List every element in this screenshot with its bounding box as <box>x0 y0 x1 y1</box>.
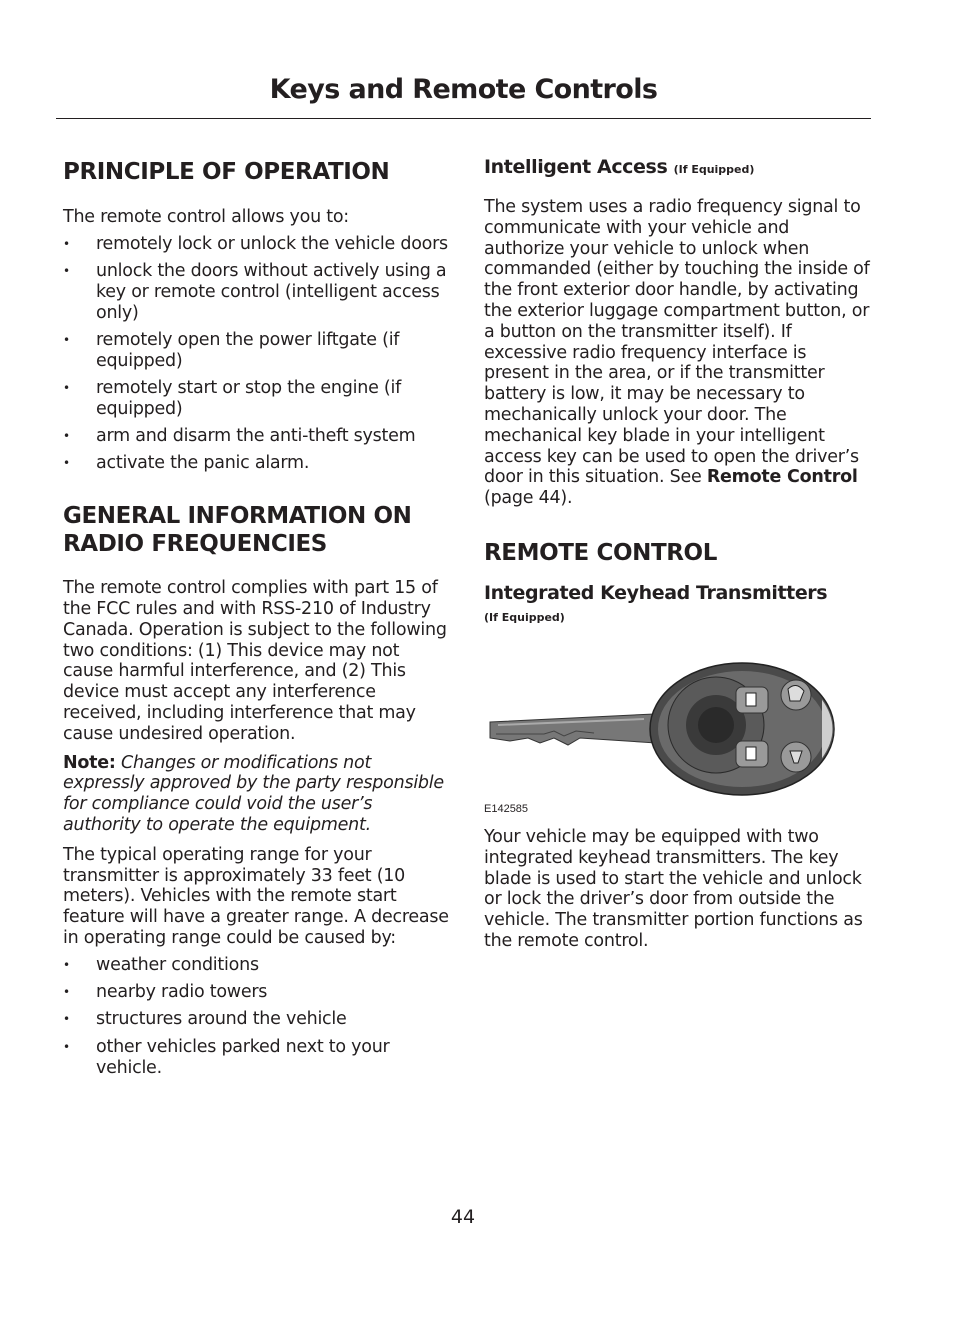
list-item: • remotely open the power liftgate (if equipped) <box>63 330 451 372</box>
if-equipped-note: (If Equipped) <box>673 163 755 176</box>
list-item: • unlock the doors without actively using a key or remote control (intelligent access only) <box>63 261 451 323</box>
principle-bullet-list <box>63 234 451 474</box>
page-number: 44 <box>450 1206 476 1228</box>
remote-control-link[interactable]: Remote Control <box>706 467 858 488</box>
intelligent-access-body <box>484 197 872 509</box>
right-column <box>484 155 872 952</box>
page-header <box>56 70 871 119</box>
page-reference: (page 44). <box>484 488 573 509</box>
list-item: • activate the panic alarm. <box>63 453 451 474</box>
list-item: • arm and disarm the anti-theft system <box>63 426 451 447</box>
list-item: • remotely lock or unlock the vehicle doors <box>63 234 451 255</box>
keyhead-if-equipped: (If Equipped) <box>484 610 565 624</box>
general-heading: GENERAL INFORMATION ON RADIO FREQUENCIES <box>63 503 412 558</box>
keyhead-subheading: Integrated Keyhead Transmitters <box>484 581 828 604</box>
page-title: Keys and Remote Controls <box>269 74 658 105</box>
list-item: • weather conditions <box>63 955 451 976</box>
intelligent-access-title: Intelligent Access <box>484 156 668 178</box>
key-illustration <box>484 659 846 799</box>
figure-id: E142585 <box>484 802 529 815</box>
keyhead-transmitter-image <box>484 659 846 799</box>
principle-intro: The remote control allows you to: <box>63 207 349 227</box>
general-paragraph: The remote control complies with part 15 of the FCC rules and with RSS-210 of Industry Canada. Operation is subject to the following two conditions: (1) This device may not cause harmful interference, and (2) This device must accept any interference received, including interference that may cause undesired operation. <box>63 578 447 744</box>
intelligent-access-text: The system uses a radio frequency signal to communicate with your vehicle and authorize your vehicle to unlock when commanded (either by touching the inside of the front exterior door handle, by activating the exterior luggage compartment button, or a button on the transmitter itself). If excessive radio frequency interface is present in the area, or if the transmitter battery is low, it may be necessary to mechanically unlock your door. The mechanical key blade in your intelligent access key can be used to open the driver’s door in this situation. See <box>484 197 870 488</box>
range-bullet-list <box>63 955 451 1078</box>
list-item: • structures around the vehicle <box>63 1009 451 1030</box>
list-item: • nearby radio towers <box>63 982 451 1003</box>
note-text: Changes or modifications not expressly approved by the party responsible for compliance could void the user’s authority to operate the equipment. <box>63 752 444 836</box>
principle-heading: PRINCIPLE OF OPERATION <box>63 159 390 185</box>
list-item: • other vehicles parked next to your vehicle. <box>63 1037 451 1079</box>
note-paragraph <box>63 753 451 836</box>
left-column <box>63 155 451 1085</box>
list-item: • remotely start or stop the engine (if equipped) <box>63 378 451 420</box>
note-label: Note: <box>63 752 116 773</box>
range-paragraph: The typical operating range for your transmitter is approximately 33 feet (10 meters). Vehicles with the remote start feature will have a greater range. A decrease in operating range could be caused by: <box>63 844 449 949</box>
remote-control-heading: REMOTE CONTROL <box>484 539 717 566</box>
intelligent-access-heading <box>484 155 872 182</box>
keyhead-body: Your vehicle may be equipped with two integrated keyhead transmitters. The key blade is used to start the vehicle and unlock or lock the driver’s door from outside the vehicle. The transmitter portion functions as the remote control. <box>484 826 863 951</box>
